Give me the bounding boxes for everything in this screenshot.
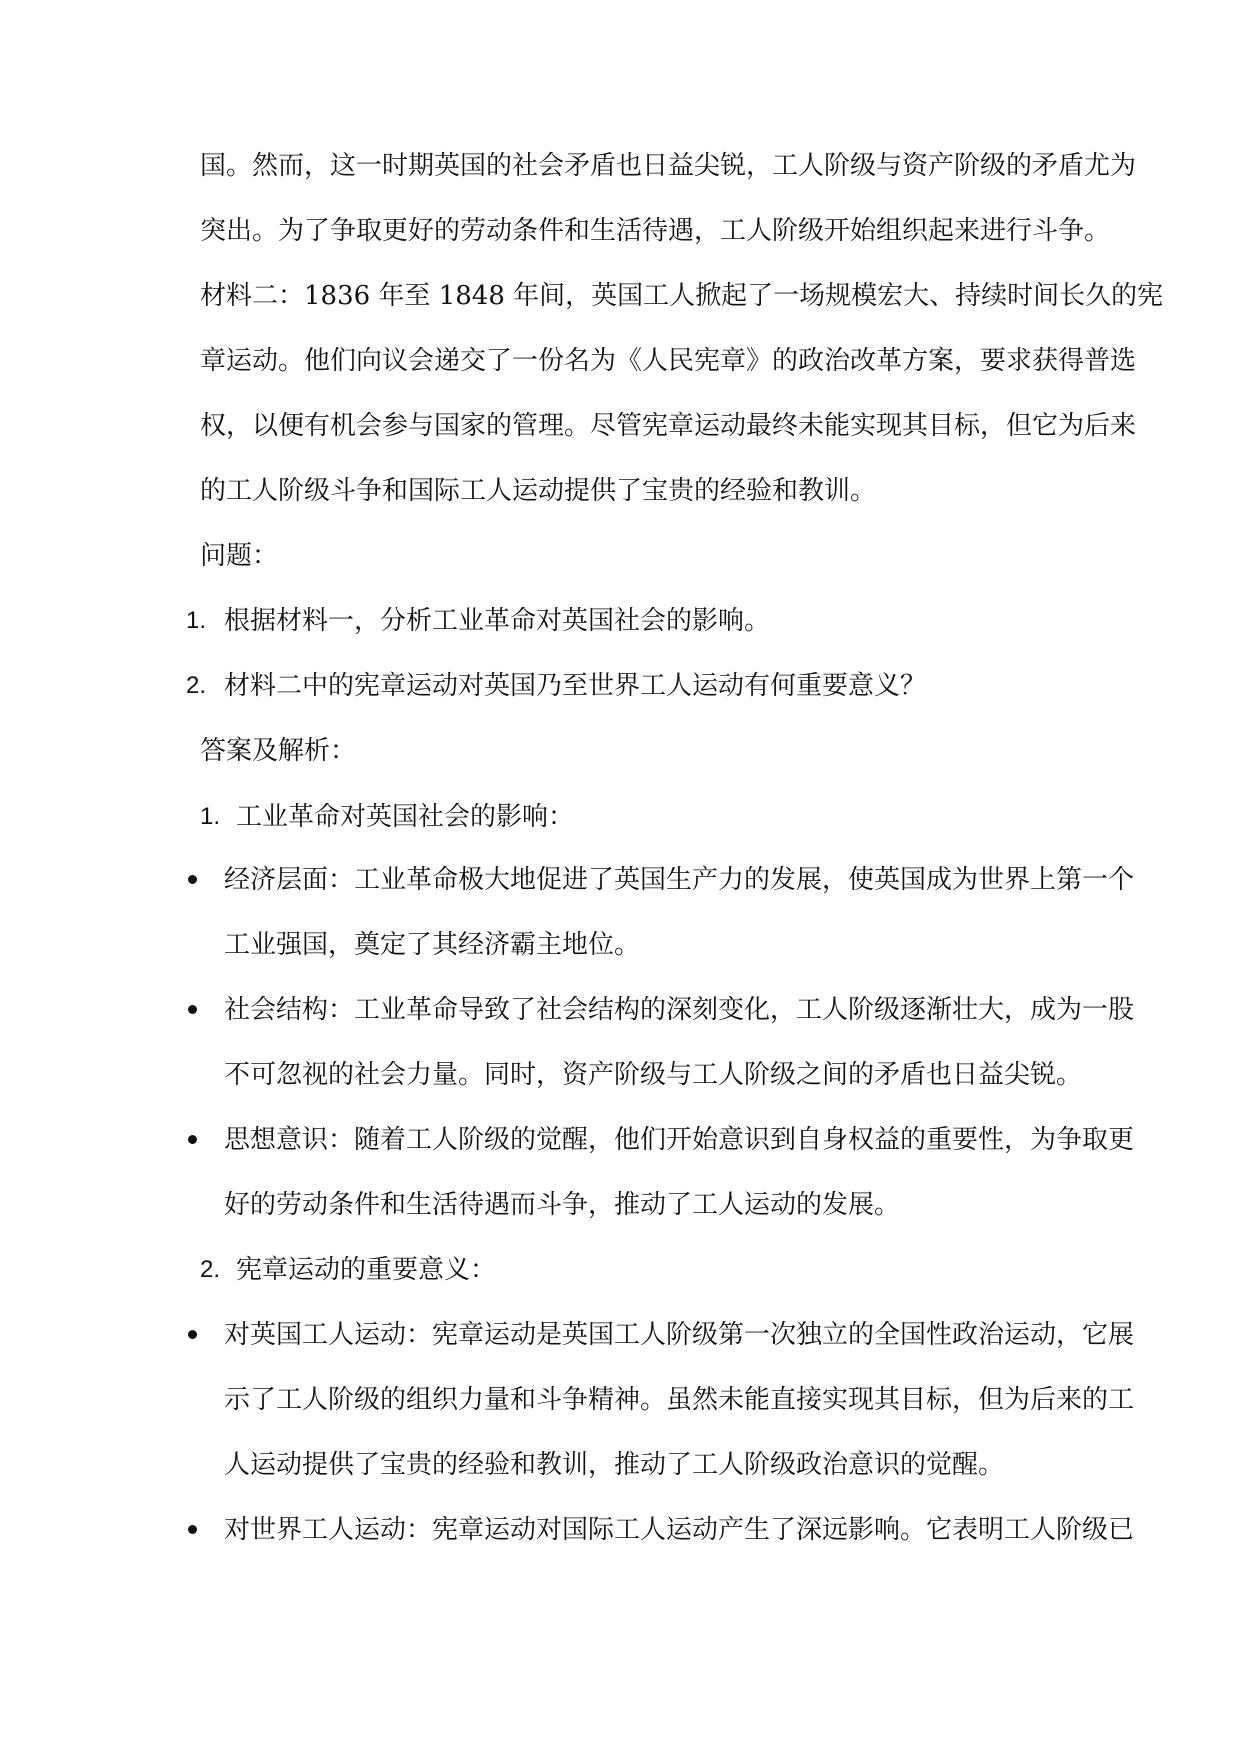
question-number: 2. bbox=[186, 672, 207, 699]
bullet-line: 不可忽视的社会力量。同时，资产阶级与工人阶级之间的矛盾也日益尖锐。 bbox=[224, 1060, 1083, 1090]
material2-line: 权，以便有机会参与国家的管理。尽管宪章运动最终未能实现其目标，但它为后来 bbox=[200, 411, 1137, 441]
material2-line: 的工人阶级斗争和国际工人运动提供了宝贵的经验和教训。 bbox=[200, 476, 877, 506]
bullet-line: 经济层面：工业革命极大地促进了英国生产力的发展，使英国成为世界上第一个 bbox=[224, 865, 1135, 895]
answer-section-number: 2. bbox=[200, 1256, 221, 1283]
bullet-line: 社会结构：工业革命导致了社会结构的深刻变化，工人阶级逐渐壮大，成为一股 bbox=[224, 995, 1135, 1025]
question-text: 根据材料一，分析工业革命对英国社会的影响。 bbox=[224, 606, 771, 636]
bullet-dot bbox=[188, 1135, 197, 1144]
bullet-line: 人运动提供了宝贵的经验和教训，推动了工人阶级政治意识的觉醒。 bbox=[224, 1450, 1005, 1480]
material2-line: 材料二：1836 年至 1848 年间，英国工人掀起了一场规模宏大、持续时间长久的宪 bbox=[200, 281, 1164, 311]
answer-section-number: 1. bbox=[200, 803, 221, 830]
intro-line: 国。然而，这一时期英国的社会矛盾也日益尖锐，工人阶级与资产阶级的矛盾尤为 bbox=[200, 151, 1137, 181]
bullet-line: 思想意识：随着工人阶级的觉醒，他们开始意识到自身权益的重要性，为争取更 bbox=[224, 1125, 1135, 1155]
bullet-line: 对英国工人运动：宪章运动是英国工人阶级第一次独立的全国性政治运动，它展 bbox=[224, 1320, 1135, 1350]
bullet-line: 示了工人阶级的组织力量和斗争精神。虽然未能直接实现其目标，但为后来的工 bbox=[224, 1385, 1135, 1415]
material2-line: 章运动。他们向议会递交了一份名为《人民宪章》的政治改革方案，要求获得普选 bbox=[200, 346, 1137, 376]
question-text: 材料二中的宪章运动对英国乃至世界工人运动有何重要意义？ bbox=[224, 671, 927, 701]
answers-heading: 答案及解析： bbox=[200, 736, 357, 766]
bullet-line: 好的劳动条件和生活待遇而斗争，推动了工人运动的发展。 bbox=[224, 1190, 901, 1220]
answer-section-title: 宪章运动的重要意义： bbox=[236, 1255, 497, 1285]
questions-heading: 问题： bbox=[200, 541, 279, 571]
bullet-dot bbox=[188, 1525, 197, 1534]
intro-line: 突出。为了争取更好的劳动条件和生活待遇，工人阶级开始组织起来进行斗争。 bbox=[200, 216, 1111, 246]
bullet-line: 对世界工人运动：宪章运动对国际工人运动产生了深远影响。它表明工人阶级已 bbox=[224, 1515, 1135, 1545]
bullet-dot bbox=[188, 1005, 197, 1014]
bullet-dot bbox=[188, 1330, 197, 1339]
question-number: 1. bbox=[186, 607, 207, 634]
answer-section-title: 工业革命对英国社会的影响： bbox=[236, 802, 575, 832]
bullet-line: 工业强国，奠定了其经济霸主地位。 bbox=[224, 930, 641, 960]
bullet-dot bbox=[188, 875, 197, 884]
